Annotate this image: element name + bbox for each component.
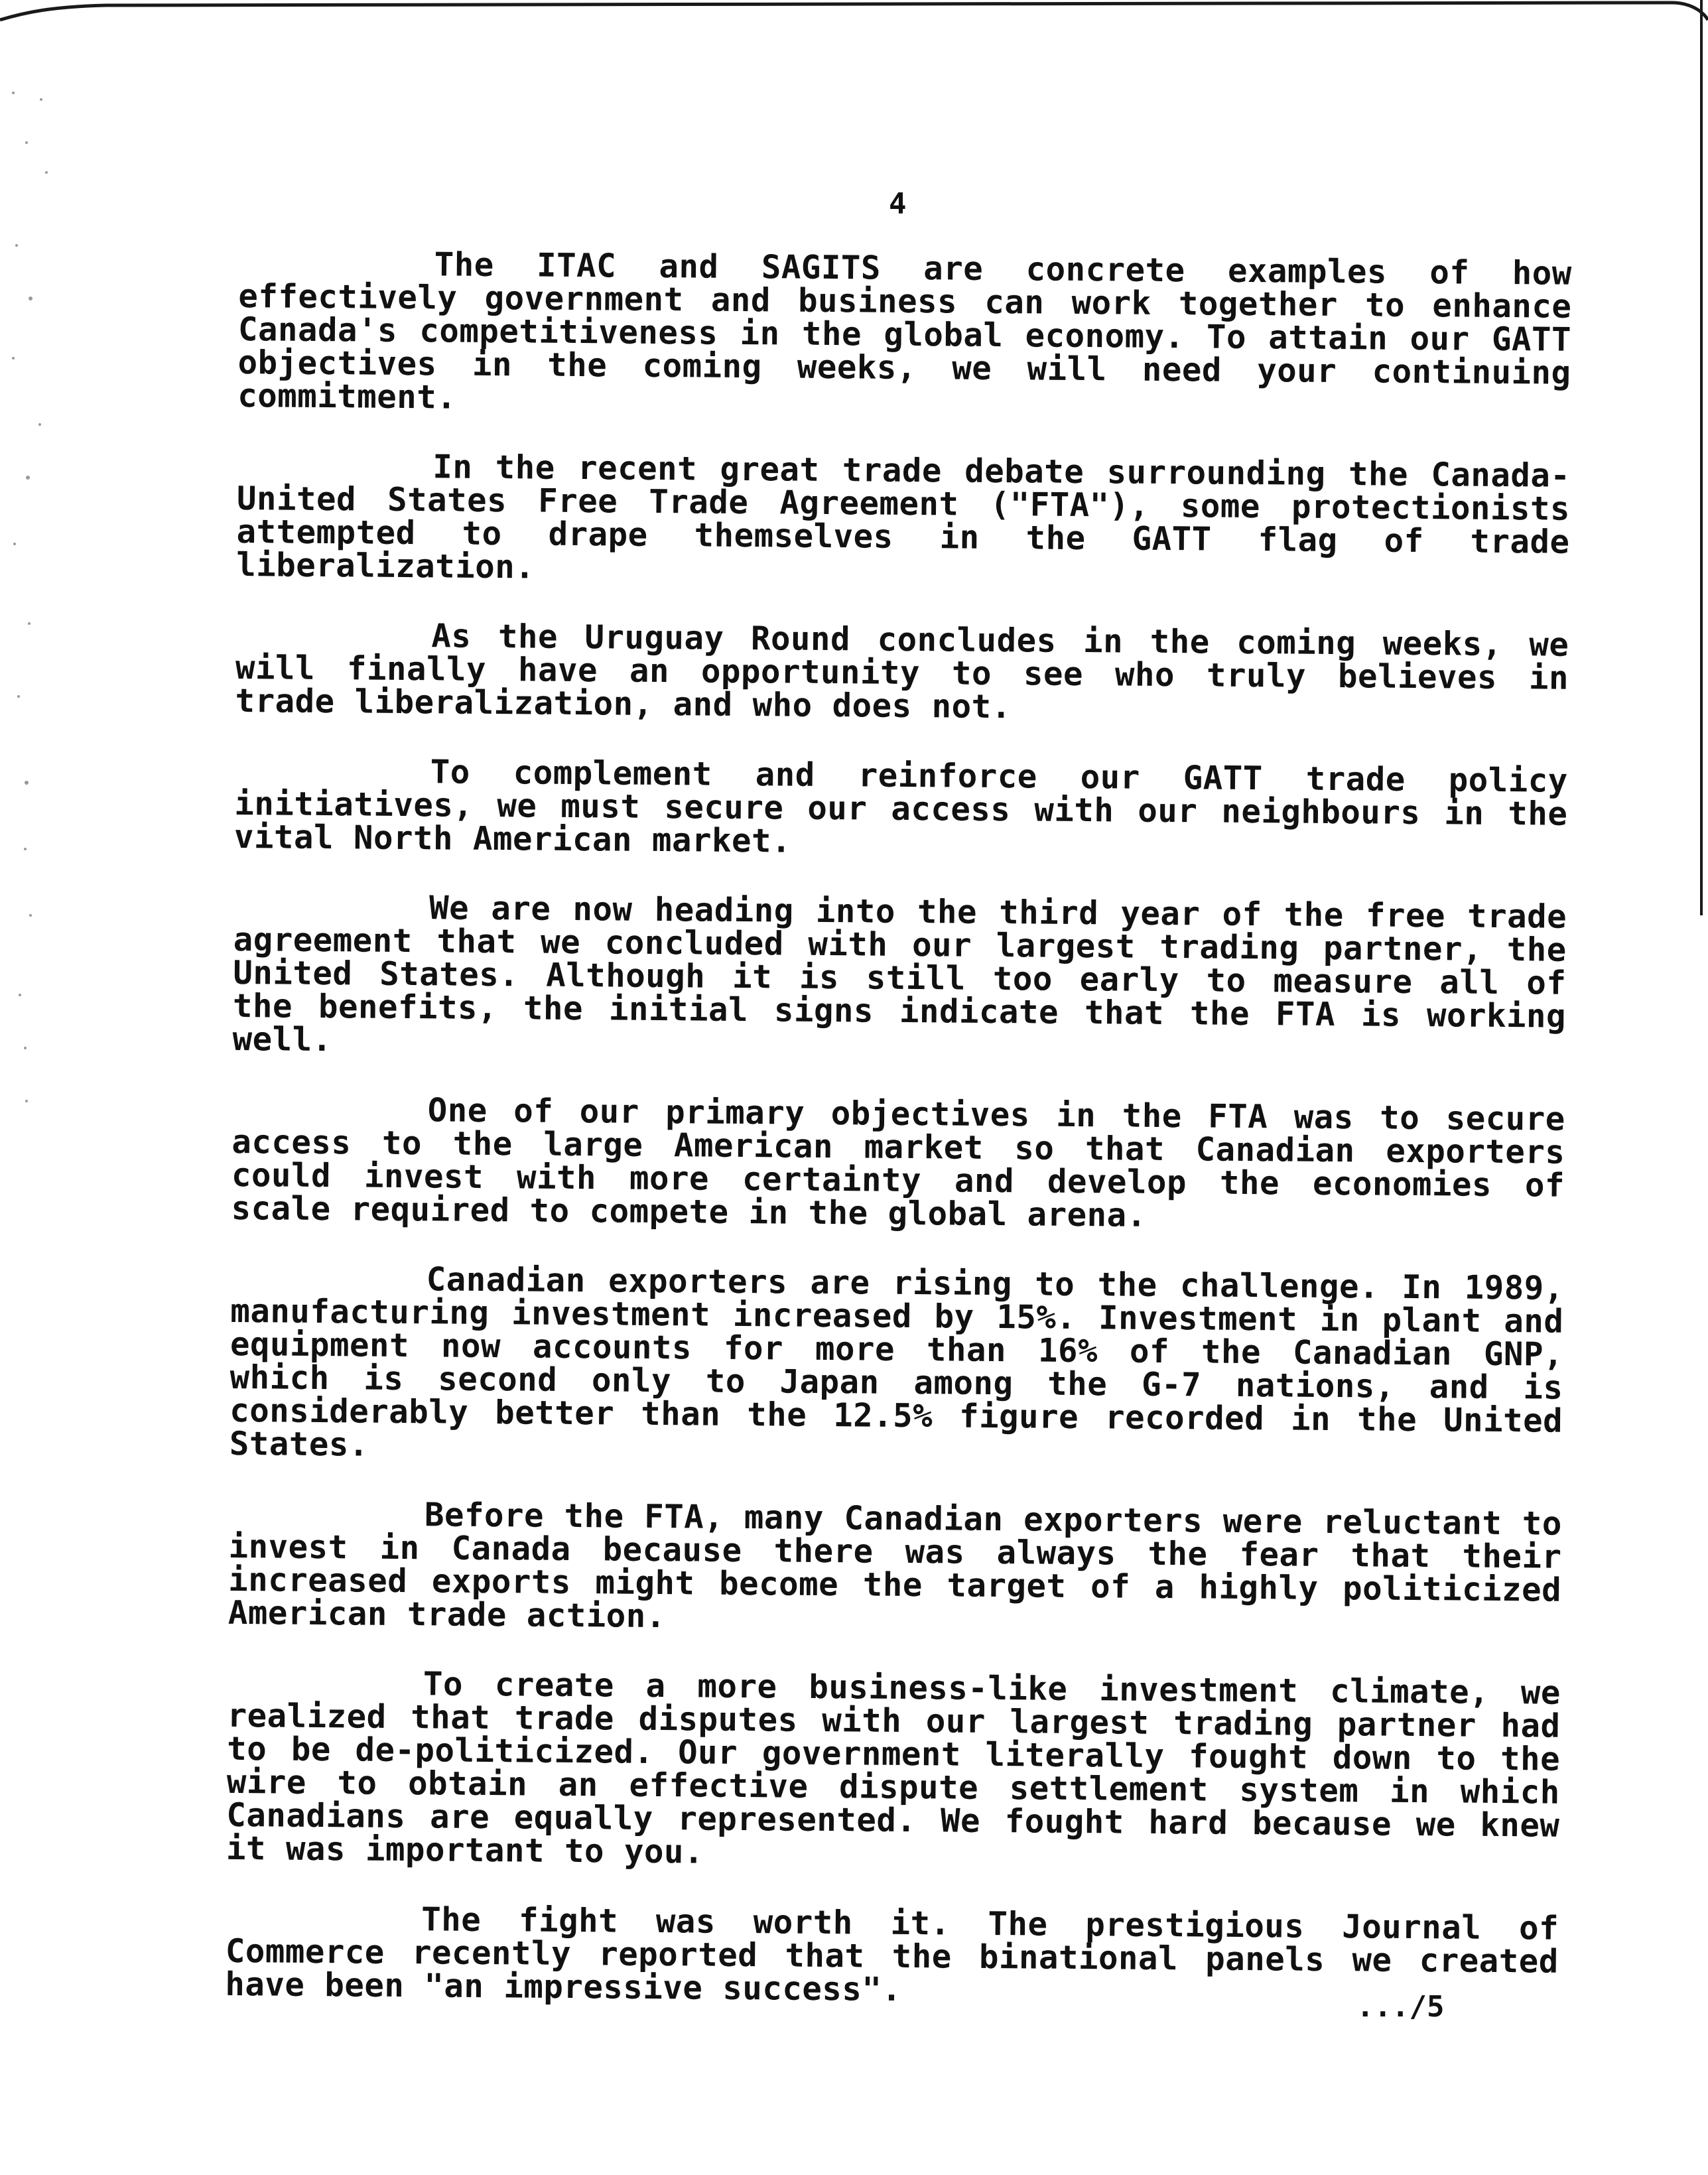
paragraph-fight-worth-it: The fight was worth it. The prestigious Journal of Commerce recently reported that the binational panels we created have been "an impressive success". [225, 1900, 1559, 2009]
continued-marker: .../5 [1356, 1990, 1445, 2024]
paragraph-uruguay-round: As the Uruguay Round concludes in the coming weeks, we will finally have an opportunity to see who truly believes in trade liberalization, and who does not. [235, 617, 1569, 726]
page-number: 4 [889, 187, 907, 221]
paragraph-exporters-challenge: Canadian exporters are rising to the challenge. In 1989, manufacturing investment increased by 15%. Investment in plant and equipment now accounts for more than 16% of the Canadian GNP, which is second only to Japan among the G-7 nations, and is considerably better than the 12.5% figure recorded in the United States. [229, 1260, 1564, 1464]
body-text [225, 247, 1572, 2048]
paragraph-north-american-market: To complement and reinforce our GATT trade policy initiatives, we must secure our access with our neighbours in the vital North American market. [233, 753, 1568, 860]
paragraph-itac-sagits: The ITAC and SAGITS are concrete examples of how effectively government and business can work together to enhance Canada's competitiveness in the global economy. To attain our GATT objectives in the coming weeks, we will need your continuing commitment. [237, 245, 1572, 417]
paragraph-primary-objectives: One of our primary objectives in the FTA was to secure access to the large American market so that Canadian exporters could invest with more certainty and develop the economies of scale required to compete in the global arena. [231, 1091, 1565, 1234]
margin-specks [0, 80, 60, 1274]
scan-top-edge [0, 0, 1708, 40]
scan-right-edge [1700, 0, 1708, 915]
paragraph-before-fta: Before the FTA, many Canadian exporters were reluctant to invest in Canada because there was always the fear that their increased exports might become the target of a highly politicized American trade action. [228, 1496, 1563, 1636]
paragraph-investment-climate: To create a more business-like investment climate, we realized that trade disputes with our largest trading partner had to be de-politicized. Our government literally fought down to the wire to obtain an effective dispute settlement system in which Canadians are equally represented. We fought hard because we knew it was important to you. [226, 1665, 1561, 1871]
paragraph-trade-debate: In the recent great trade debate surrounding the Canada-United States Free Trade Agreement ("FTA"), some protectionists attempted to drape themselves in the GATT flag of trade liberalization. [236, 448, 1571, 586]
paragraph-third-year: We are now heading into the third year of the free trade agreement that we concluded with our largest trading partner, the United States. Although it is still too early to measure all of the benefits, the initial signs indicate that the FTA is working well. [232, 889, 1567, 1059]
